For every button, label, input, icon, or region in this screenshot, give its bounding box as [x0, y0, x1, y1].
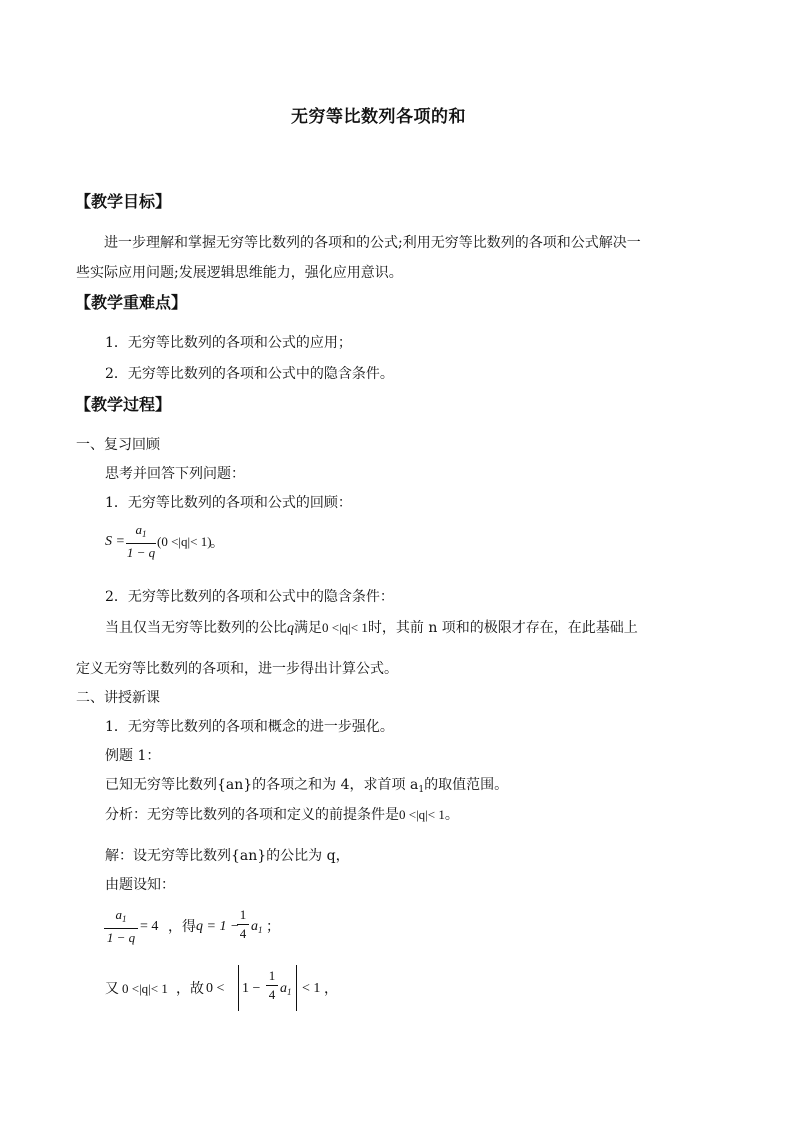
part1-para-b: 满足: [294, 620, 322, 636]
key-point-item-1: 1．无穷等比数列的各项和公式的应用；: [105, 335, 352, 351]
part1-para-a: 当且仅当无穷等比数列的公比: [105, 620, 287, 636]
formula-lhs: S =: [105, 534, 125, 549]
eq2-quarter-num: 1: [268, 968, 276, 983]
eq1-numerator-sub: 1: [122, 914, 127, 924]
eq2-abs-right: [296, 965, 297, 1011]
eq1-a-sub: 1: [258, 925, 263, 935]
formula-denominator: 1 − q: [126, 545, 156, 560]
example-label: 例题 1：: [105, 748, 161, 764]
example-text-a: 已知无穷等比数列{an}的各项之和为 4，求首项 a: [105, 777, 419, 793]
part1-para-q: q: [287, 621, 294, 636]
formula-numerator-sub: 1: [142, 529, 147, 539]
eq2-rhs: < 1: [302, 981, 321, 996]
key-point-item-2: 2．无穷等比数列的各项和公式中的隐含条件。: [105, 366, 394, 382]
part1-paragraph-2: 定义无穷等比数列的各项和，进一步得出计算公式。: [76, 661, 398, 677]
part1-prompt: 思考并回答下列问题：: [105, 466, 245, 482]
solution-text: 解：设无穷等比数列{an}的公比为 q，: [105, 848, 350, 864]
eq1-numerator: a: [115, 907, 122, 922]
eq2-a-var: a: [280, 981, 287, 996]
eq2-abs-left: [238, 965, 239, 1011]
part2-item1: 1．无穷等比数列的各项和概念的进一步强化。: [105, 719, 394, 735]
page-title: 无穷等比数列各项的和: [291, 107, 466, 127]
eq1-q-eq: q = 1 −: [196, 919, 240, 934]
eq1-fraction: [104, 907, 138, 946]
process-heading: 【教学过程】: [75, 395, 172, 414]
eq2-quarter-den: 4: [268, 987, 276, 1002]
eq1-end: ；: [266, 919, 280, 935]
goals-text-line2: 些实际应用问题;发展逻辑思维能力，强化应用意识。: [76, 265, 403, 281]
part1-para-cond: 0 <|q|< 1: [322, 620, 368, 635]
analysis-a: 分析：无穷等比数列的各项和定义的前提条件是: [105, 807, 399, 823]
eq2-lhs: 0 <: [206, 981, 225, 996]
eq1-a-var: a: [251, 919, 258, 934]
eq1-rhs: = 4: [140, 919, 159, 934]
example-text: [105, 776, 508, 799]
part1-item2: 2．无穷等比数列的各项和公式中的隐含条件：: [105, 589, 394, 605]
formula-numerator: a: [135, 522, 142, 537]
eq1-quarter-den: 4: [239, 926, 247, 941]
eq2-quarter-fraction: [266, 968, 278, 1003]
eq2-a-sub: 1: [287, 987, 292, 997]
formula-end: 。: [210, 535, 224, 551]
eq2-end: ，: [324, 981, 338, 997]
analysis-text: [105, 806, 459, 824]
part2-title: 二、讲授新课: [76, 690, 160, 706]
formula-condition: (0 <|q|< 1): [157, 534, 212, 549]
example-text-b: 的取值范围。: [424, 777, 509, 793]
analysis-cond: 0 <|q|< 1: [399, 807, 445, 822]
part1-para-c: 时，其前 n 项和的极限才存在，在此基础上: [367, 620, 638, 636]
eq2-mid: ，故: [176, 981, 204, 997]
eq1-denominator: 1 − q: [106, 930, 136, 945]
example-text-sub: 1: [418, 785, 425, 795]
part1-item1: 1．无穷等比数列的各项和公式的回顾：: [105, 495, 352, 511]
eq1-quarter-fraction: [237, 907, 249, 942]
eq1-mid: ，得: [168, 919, 196, 935]
eq2-a: [280, 980, 292, 1001]
eq2-cond: 0 <|q|< 1: [122, 981, 168, 996]
key-points-heading: 【教学重难点】: [75, 293, 188, 312]
eq1-quarter-num: 1: [239, 907, 247, 922]
eq1-a: [251, 918, 263, 939]
goals-heading: 【教学目标】: [75, 192, 172, 211]
analysis-end: 。: [444, 807, 459, 823]
formula-fraction: [126, 522, 156, 561]
given-text: 由题设知：: [105, 877, 175, 893]
eq2-inner: 1 −: [242, 981, 261, 996]
part1-title: 一、复习回顾: [76, 437, 160, 453]
goals-text-line1: 进一步理解和掌握无穷等比数列的各项和的公式;利用无穷等比数列的各项和公式解决一: [104, 235, 641, 251]
part1-paragraph: [105, 619, 638, 638]
eq2-prefix: 又: [105, 981, 119, 997]
